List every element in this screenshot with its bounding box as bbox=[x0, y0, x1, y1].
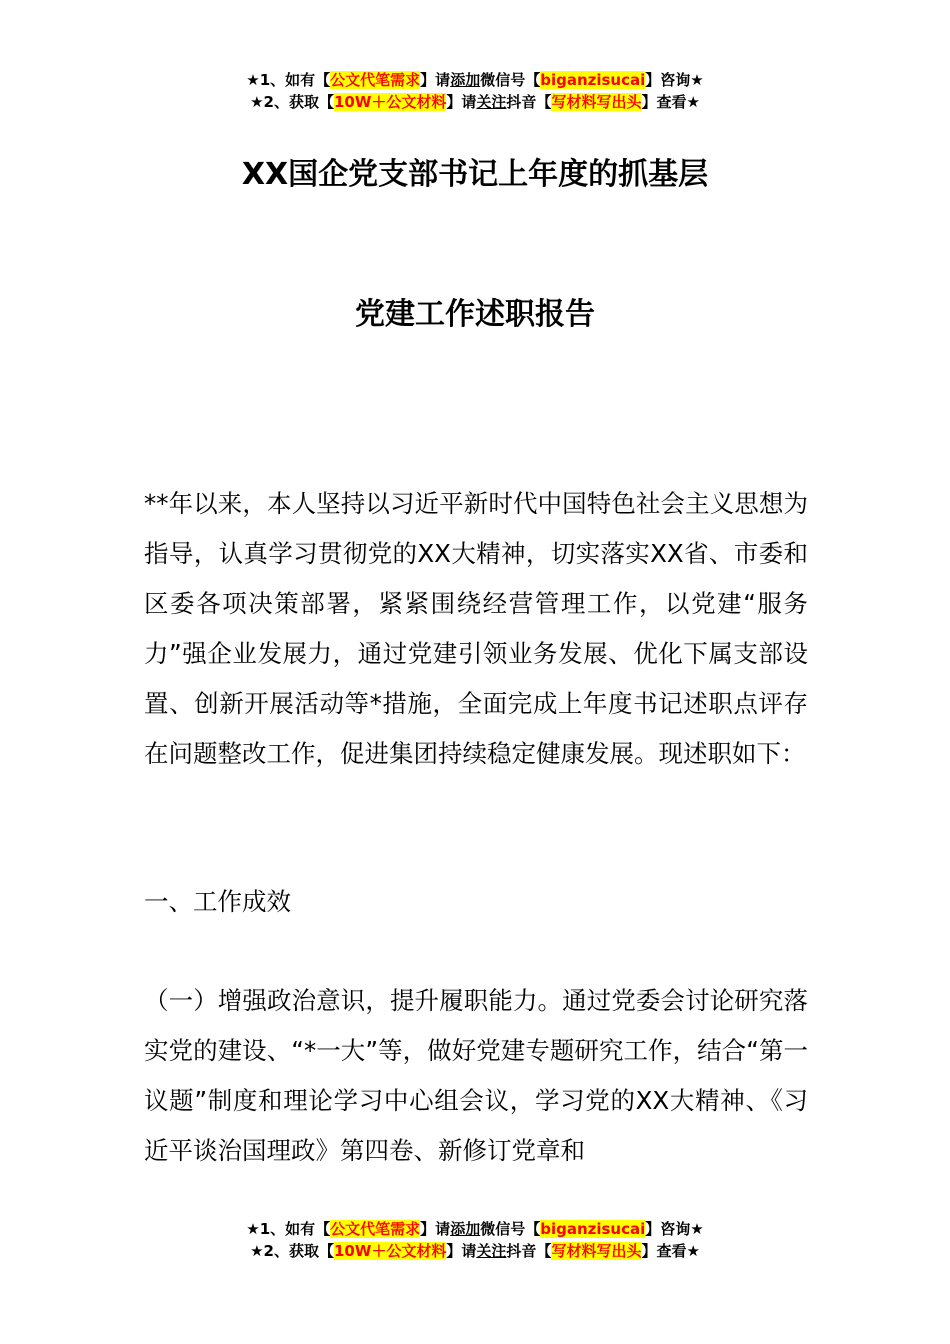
banner-underline: 关注 bbox=[476, 93, 507, 111]
banner-line-2 bbox=[0, 1240, 950, 1262]
banner-line-1 bbox=[0, 1218, 950, 1240]
banner-text: ★2、获取【 bbox=[250, 93, 334, 111]
document-title-line-1: XX国企党支部书记上年度的抓基层 bbox=[241, 157, 709, 192]
banner-underline: 添加 bbox=[450, 71, 481, 89]
banner-highlight: 写材料写出头 bbox=[551, 1242, 642, 1260]
banner-text: 】请 bbox=[446, 93, 477, 111]
section-heading: 一、工作成效 bbox=[144, 887, 291, 916]
footer-banner bbox=[0, 1218, 950, 1262]
banner-highlight: 公文代笔需求 bbox=[330, 71, 421, 89]
banner-highlight: 10W＋公文材料 bbox=[333, 1242, 447, 1260]
body-paragraph-intro: **年以来，本人坚持以习近平新时代中国特色社会主义思想为指导，认真学习贯彻党的XX大精神，切实落实XX省、市委和区委各项决策部署，紧紧围绕经营管理工作，以党建“服务力”强企业发展力，通过党建引领业务发展、优化下属支部设置、创新开展活动等*措施，全面完成上年度书记述职点评存在问题整改工作，促进集团持续稳定健康发展。现述职如下： bbox=[144, 489, 808, 768]
banner-text: ★2、获取【 bbox=[250, 1242, 334, 1260]
banner-line-1 bbox=[0, 69, 950, 91]
banner-text: 】咨询★ bbox=[645, 71, 704, 89]
header-banner bbox=[0, 69, 950, 113]
banner-text: 】请 bbox=[420, 71, 451, 89]
banner-text: 】请 bbox=[420, 1220, 451, 1238]
banner-text: 】咨询★ bbox=[645, 1220, 704, 1238]
banner-text: 抖音【 bbox=[506, 93, 552, 111]
banner-text: 抖音【 bbox=[506, 1242, 552, 1260]
banner-highlight: biganzisucai bbox=[540, 71, 646, 89]
banner-highlight: 公文代笔需求 bbox=[330, 1220, 421, 1238]
banner-text: 】查看★ bbox=[641, 93, 700, 111]
banner-text: ★1、如有【 bbox=[246, 1220, 331, 1238]
banner-highlight: biganzisucai bbox=[540, 1220, 646, 1238]
banner-text: 微信号【 bbox=[480, 71, 541, 89]
banner-text: 】查看★ bbox=[641, 1242, 700, 1260]
banner-highlight: 写材料写出头 bbox=[551, 93, 642, 111]
banner-text: ★1、如有【 bbox=[246, 71, 331, 89]
document-title-line-2: 党建工作述职报告 bbox=[355, 297, 595, 332]
banner-line-2 bbox=[0, 91, 950, 113]
banner-highlight: 10W＋公文材料 bbox=[333, 93, 447, 111]
body-paragraph-1: （一）增强政治意识，提升履职能力。通过党委会讨论研究落实党的建设、“*一大”等，做好党建专题研究工作，结合“第一议题”制度和理论学习中心组会议，学习党的XX大精神、《习近平谈治国理政》第四卷、新修订党章和 bbox=[144, 986, 808, 1165]
banner-text: 】请 bbox=[446, 1242, 477, 1260]
banner-underline: 关注 bbox=[476, 1242, 507, 1260]
banner-underline: 添加 bbox=[450, 1220, 481, 1238]
banner-text: 微信号【 bbox=[480, 1220, 541, 1238]
